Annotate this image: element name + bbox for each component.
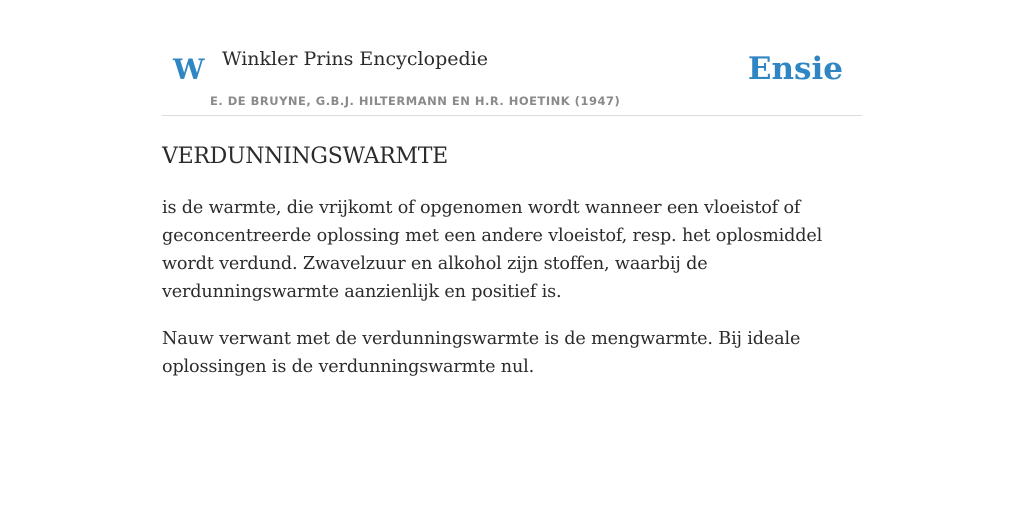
source-authors: E. DE BRUYNE, G.B.J. HILTERMANN EN H.R. HOETINK (1947) xyxy=(210,94,621,108)
article-paragraph: is de warmte, die vrijkomt of opgenomen wordt wanneer een vloeistof of geconcentreerde oplossing met een andere vloeistof, resp. het oplosmiddel wordt verdund. Zwavelzuur en alkohol zijn stoffen, waarbij de verdunningswarmte aanzienlijk en positief is. xyxy=(162,198,823,302)
article-page xyxy=(162,0,862,381)
article-title: VERDUNNINGSWARMTE xyxy=(162,144,448,169)
winkler-prins-logo[interactable]: W xyxy=(173,53,205,86)
source-header xyxy=(162,0,862,116)
article-body xyxy=(162,194,862,381)
article-paragraph: Nauw verwant met de verdunningswarmte is de mengwarmte. Bij ideale oplossingen is de verdunningswarmte nul. xyxy=(162,329,801,377)
source-title[interactable]: Winkler Prins Encyclopedie xyxy=(222,48,488,70)
ensie-brand-link[interactable]: Ensie xyxy=(747,51,843,87)
